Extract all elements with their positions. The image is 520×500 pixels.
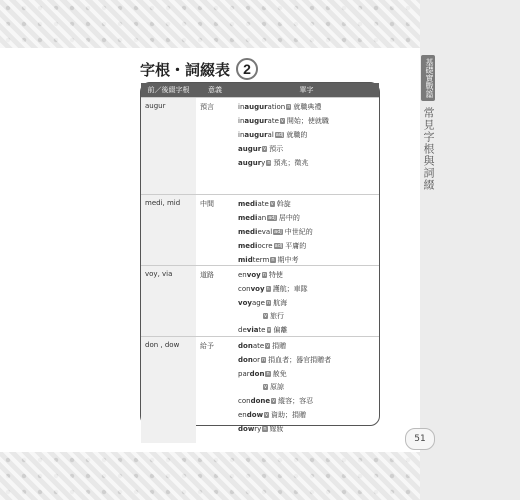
word-entry xyxy=(238,409,375,422)
affix-cell: don , dow xyxy=(141,337,196,443)
table-row xyxy=(141,97,379,194)
part-of-speech-badge: v xyxy=(265,412,269,418)
word-definition: 特使 xyxy=(268,271,283,279)
word-definition-2: 旅行 xyxy=(269,312,284,320)
word-root: dow xyxy=(238,425,255,433)
part-of-speech-badge: n xyxy=(271,257,275,263)
part-of-speech-badge: n xyxy=(263,426,267,432)
part-of-speech-badge: v xyxy=(280,118,284,124)
part-of-speech-badge: v xyxy=(272,398,276,404)
part-of-speech-badge: n xyxy=(261,357,266,363)
word-root: dow xyxy=(246,411,264,419)
words-cell xyxy=(234,195,379,265)
word-entry xyxy=(238,143,375,156)
top-decorative-band xyxy=(0,0,420,48)
page-title-text: 字根・詞綴表 xyxy=(140,60,231,79)
header-word: 單字 xyxy=(299,86,314,94)
word-suffix: term xyxy=(252,256,270,264)
word-prefix: en xyxy=(238,411,247,419)
part-of-speech-badge: adj xyxy=(275,132,284,138)
word-entry xyxy=(238,395,375,408)
part-of-speech-badge: v xyxy=(266,343,270,349)
word-prefix: con xyxy=(238,397,251,405)
words-cell xyxy=(234,266,379,336)
word-definition: 護航；車隊 xyxy=(272,285,308,293)
word-entry xyxy=(238,297,375,323)
word-suffix: ate xyxy=(267,117,279,125)
word-root: augur xyxy=(238,159,262,167)
word-root: voy xyxy=(246,271,261,279)
word-root: medi xyxy=(238,214,258,222)
word-root: via xyxy=(246,326,259,334)
word-root: don xyxy=(238,356,253,364)
word-entry xyxy=(238,115,375,128)
word-definition: 資助；捐贈 xyxy=(271,411,307,419)
table-header xyxy=(141,83,379,97)
meaning-cell: 道路 xyxy=(200,271,214,279)
word-definition: 斡旋 xyxy=(276,200,291,208)
word-definition: 縱容；容忍 xyxy=(278,397,314,405)
word-suffix: te xyxy=(258,326,266,334)
meaning-cell: 給予 xyxy=(200,342,214,350)
part-of-speech-badge: v xyxy=(270,201,274,207)
meaning-cell: 中間 xyxy=(200,200,214,208)
words-cell xyxy=(234,98,379,194)
word-suffix: ry xyxy=(254,425,262,433)
word-definition: 赦免 xyxy=(272,370,287,378)
word-secondary-definition xyxy=(238,310,375,323)
header-meaning: 意義 xyxy=(208,86,222,94)
side-label xyxy=(420,55,436,191)
affix-cell: augur xyxy=(141,98,196,194)
word-root: medi xyxy=(238,242,258,250)
table-row xyxy=(141,336,379,443)
words-cell xyxy=(234,337,379,443)
part-of-speech-badge: n xyxy=(266,286,270,292)
table-row xyxy=(141,194,379,265)
part-of-speech-badge: adj xyxy=(274,243,283,249)
header-affix: 前／後綴字根 xyxy=(147,86,190,94)
part-of-speech-badge: n xyxy=(262,272,266,278)
word-definition: 預示 xyxy=(269,145,284,153)
affix-table xyxy=(140,82,380,433)
word-definition: 嫁妝 xyxy=(269,425,284,433)
word-definition: 開始；使就職 xyxy=(286,117,329,125)
word-prefix: de xyxy=(238,326,247,334)
word-root: augur xyxy=(244,103,268,111)
word-entry xyxy=(238,283,375,296)
word-suffix: ate xyxy=(257,200,269,208)
word-entry xyxy=(238,324,375,337)
part-of-speech-badge: v xyxy=(264,384,267,390)
side-tag: 基礎實戰篇 xyxy=(421,55,435,101)
bottom-decorative-band xyxy=(0,452,420,500)
word-definition: 中世紀的 xyxy=(284,228,313,236)
word-entry xyxy=(238,240,375,253)
word-suffix: al xyxy=(267,131,274,139)
word-definition: 偏離 xyxy=(273,326,288,334)
word-prefix: par xyxy=(238,370,250,378)
word-definition: 預兆；徵兆 xyxy=(273,159,309,167)
affix-cell: voy, via xyxy=(141,266,196,336)
word-entry xyxy=(238,269,375,282)
part-of-speech-badge: v xyxy=(267,327,271,333)
word-definition: 居中的 xyxy=(278,214,300,222)
word-entry xyxy=(238,101,375,114)
word-definition: 捐血者；器官捐贈者 xyxy=(268,356,332,364)
word-suffix: eval xyxy=(257,228,273,236)
word-prefix: in xyxy=(238,117,245,125)
word-root: augur xyxy=(244,131,268,139)
word-definition: 就職的 xyxy=(286,131,308,139)
word-entry xyxy=(238,340,375,353)
part-of-speech-badge: adj xyxy=(274,229,282,235)
word-root: don xyxy=(238,342,253,350)
word-entry xyxy=(238,129,375,142)
page-number: 51 xyxy=(405,428,435,450)
word-root: augur xyxy=(244,117,268,125)
table-row xyxy=(141,265,379,336)
part-of-speech-badge: n xyxy=(266,300,271,306)
word-prefix: con xyxy=(238,285,251,293)
word-secondary-definition xyxy=(238,381,375,394)
word-entry xyxy=(238,368,375,394)
word-root: medi xyxy=(238,228,258,236)
part-of-speech-badge: n xyxy=(287,104,291,110)
word-definition: 就職典禮 xyxy=(293,103,322,111)
word-prefix: in xyxy=(238,131,245,139)
word-suffix: ocre xyxy=(257,242,273,250)
word-root: done xyxy=(250,397,271,405)
word-entry xyxy=(238,212,375,225)
part-of-speech-badge: n xyxy=(267,160,271,166)
word-suffix: y xyxy=(261,159,266,167)
word-root: mid xyxy=(238,256,253,264)
word-definition: 捐贈 xyxy=(272,342,287,350)
part-of-speech-badge: n xyxy=(266,371,270,377)
word-definition: 航海 xyxy=(273,299,288,307)
word-suffix: or xyxy=(252,356,260,364)
word-root: medi xyxy=(238,200,258,208)
word-entry xyxy=(238,198,375,211)
table-body xyxy=(141,97,379,443)
part-of-speech-badge: v xyxy=(264,313,267,319)
word-suffix: ate xyxy=(252,342,265,350)
word-root: augur xyxy=(238,145,262,153)
word-suffix: ation xyxy=(267,103,286,111)
side-section-title: 常見字根與詞綴 xyxy=(422,107,435,191)
word-entry xyxy=(238,354,375,367)
part-of-speech-badge: v xyxy=(263,146,267,152)
part-of-speech-badge: adj xyxy=(268,215,276,221)
affix-cell: medi, mid xyxy=(141,195,196,265)
page-title xyxy=(140,58,258,80)
word-definition: 期中考 xyxy=(277,256,299,264)
word-entry xyxy=(238,157,375,170)
word-suffix: an xyxy=(257,214,267,222)
page-title-number: 2 xyxy=(236,58,258,80)
word-suffix: age xyxy=(251,299,265,307)
meaning-cell: 預言 xyxy=(200,103,214,111)
word-prefix: in xyxy=(238,103,245,111)
word-root: voy xyxy=(238,299,252,307)
word-root: don xyxy=(249,370,265,378)
word-prefix: en xyxy=(238,271,247,279)
word-definition: 平庸的 xyxy=(285,242,307,250)
word-entry xyxy=(238,423,375,436)
word-entry xyxy=(238,226,375,239)
word-definition-2: 原諒 xyxy=(269,383,284,391)
word-root: voy xyxy=(250,285,265,293)
